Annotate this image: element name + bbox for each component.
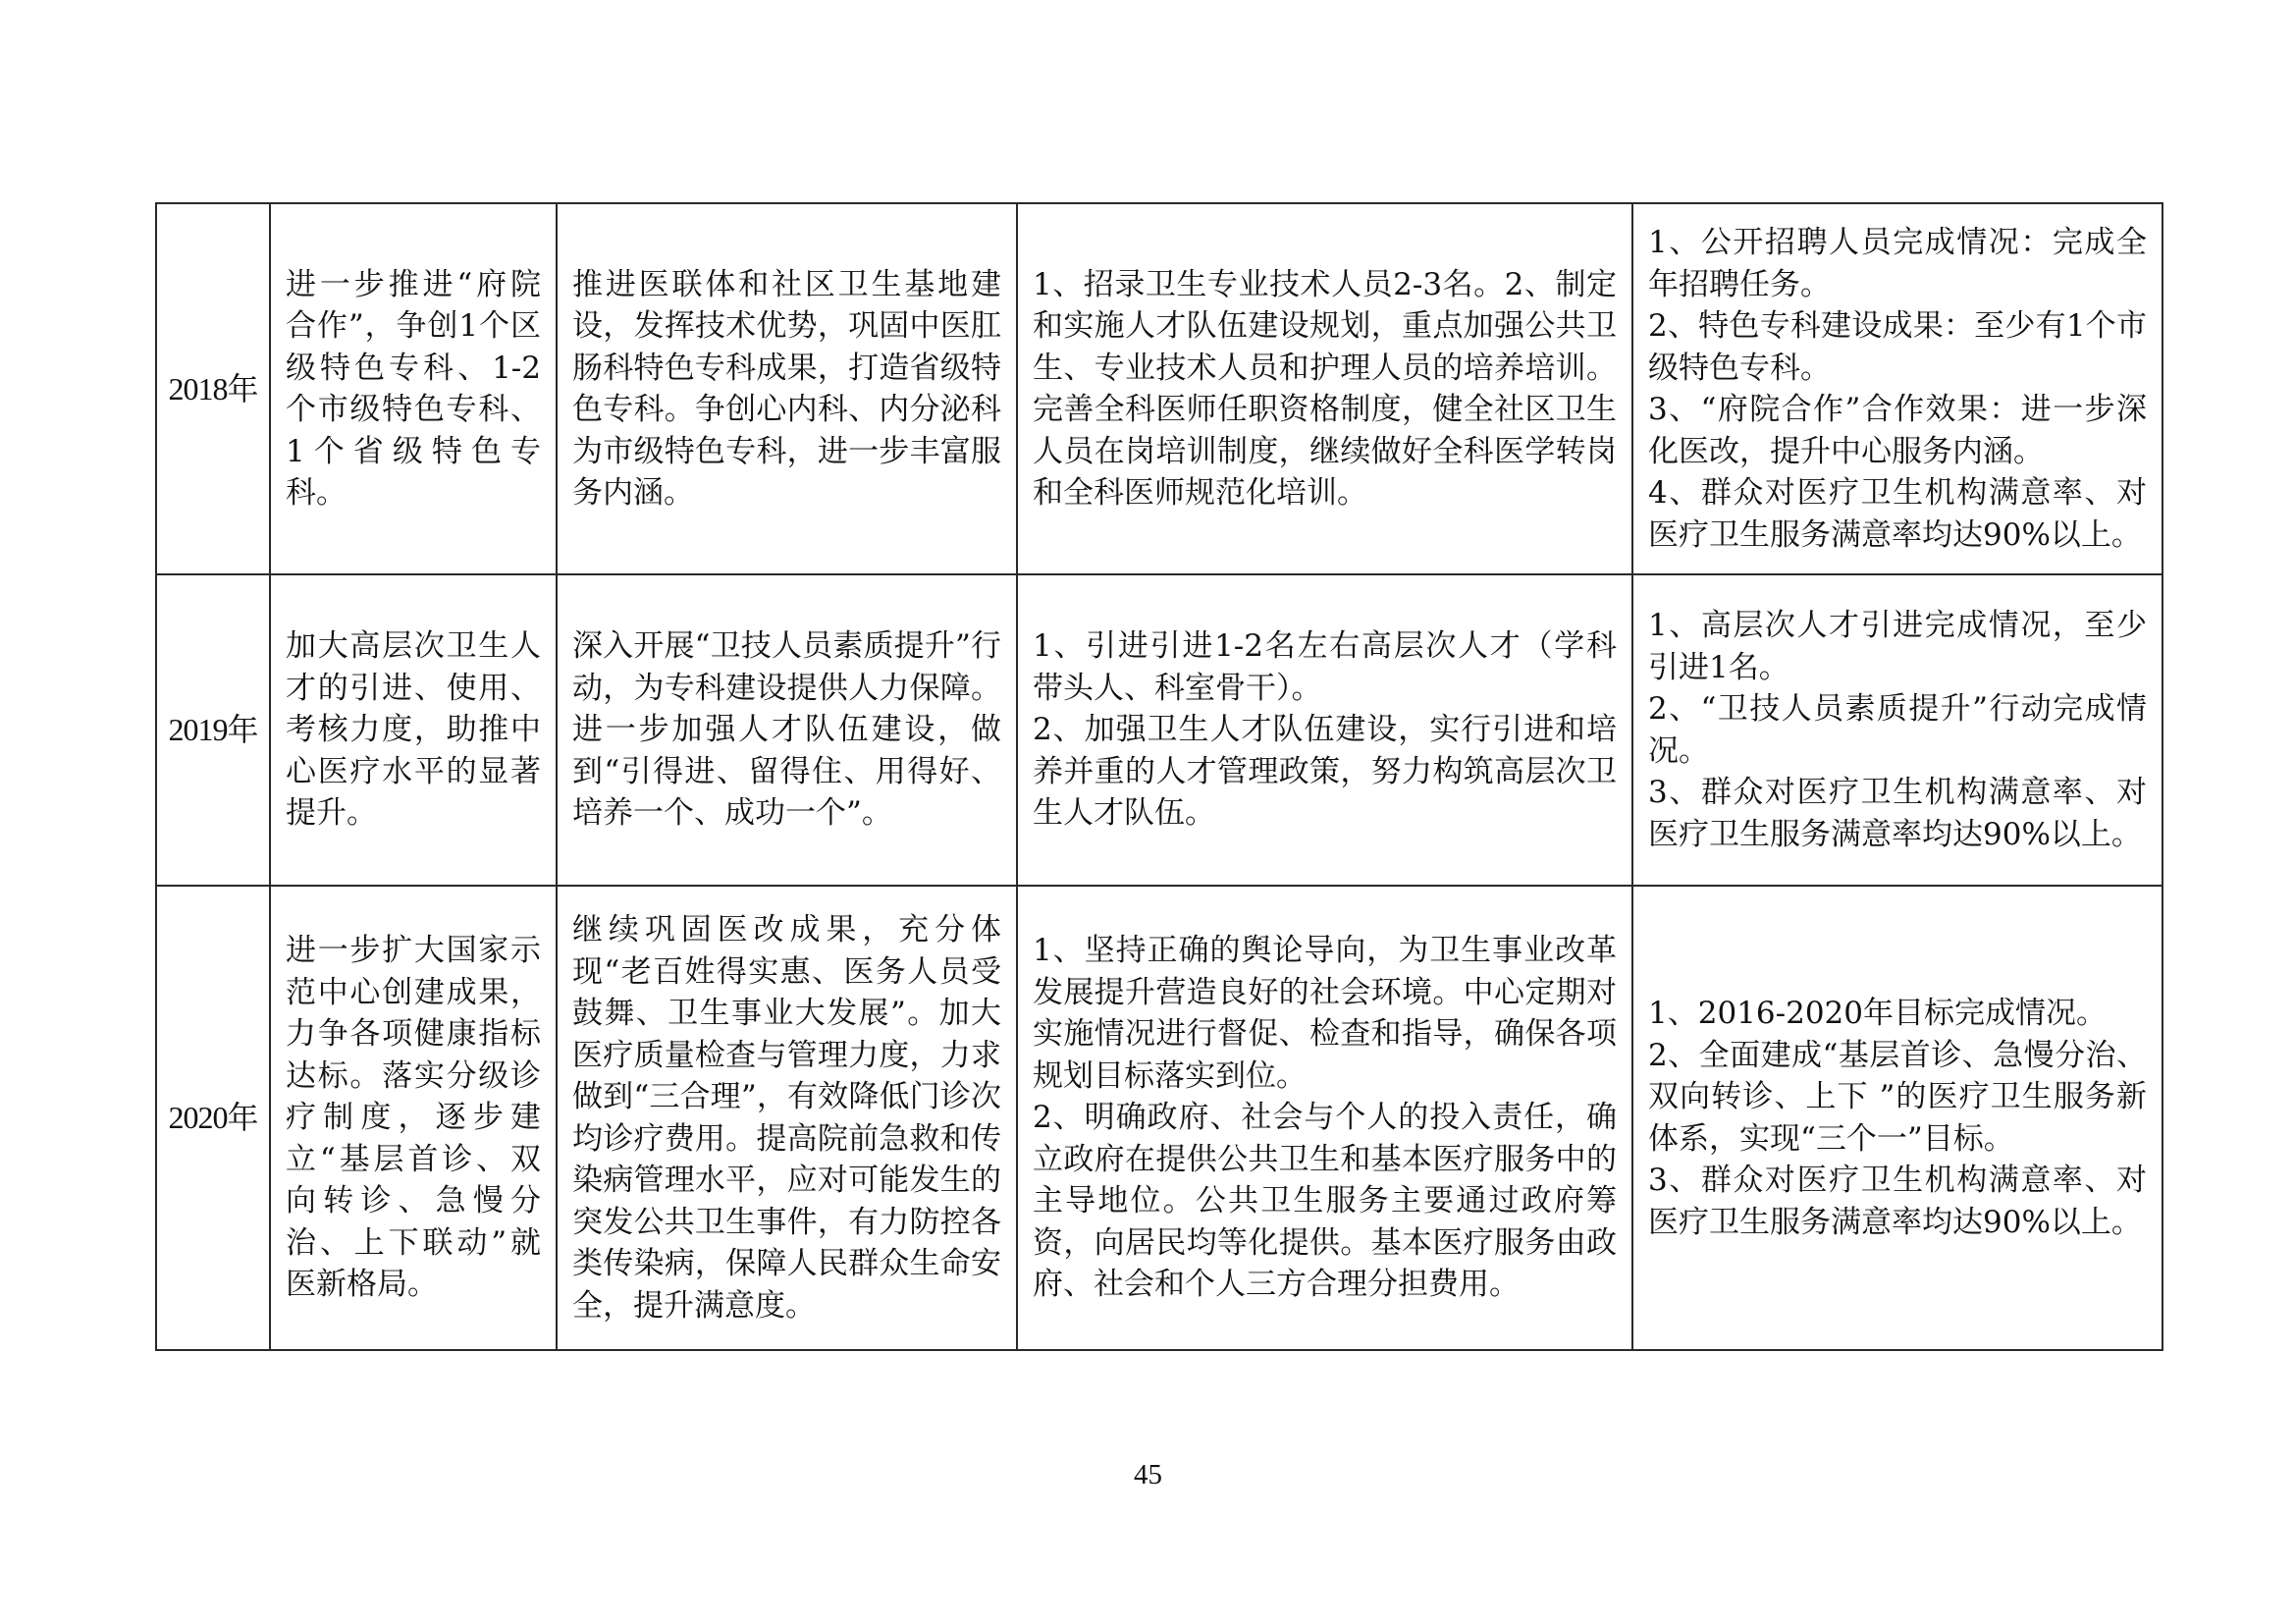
tasks-cell: [1017, 203, 1632, 574]
task-item: 1、引进引进1-2名左右高层次人才（学科带头人、科室骨干）。: [1033, 628, 1617, 706]
task-item: 2、明确政府、社会与个人的投入责任，确立政府在提供公共卫生和基本医疗服务中的主导地位。公共卫生服务主要通过政府筹资，向居民均等化提供。基本医疗服务由政府、社会和个人三方合理分担费用。: [1033, 1100, 1617, 1303]
indicator-item: 4、群众对医疗卫生机构满意率、对医疗卫生服务满意率均达90%以上。: [1648, 475, 2147, 553]
indicator-item: 2、“卫技人员素质提升”行动完成情况。: [1648, 691, 2147, 769]
indicators-cell: [1632, 203, 2163, 574]
measures-cell: 推进医联体和社区卫生基地建设，发挥技术优势，巩固中医肛肠科特色专科成果，打造省级特色专科。争创心内科、内分泌科为市级特色专科，进一步丰富服务内涵。: [557, 203, 1017, 574]
indicator-item: 3、群众对医疗卫生机构满意率、对医疗卫生服务满意率均达90%以上。: [1648, 1163, 2147, 1240]
goal-cell: 进一步扩大国家示范中心创建成果，力争各项健康指标达标。落实分级诊疗制度，逐步建立“基层首诊、双向转诊、急慢分治、上下联动”就医新格局。: [270, 886, 557, 1350]
table-row: [156, 203, 2163, 574]
goal-cell: 加大高层次卫生人才的引进、使用、考核力度，助推中心医疗水平的显著提升。: [270, 574, 557, 886]
indicator-item: 3、群众对医疗卫生机构满意率、对医疗卫生服务满意率均达90%以上。: [1648, 775, 2147, 852]
indicator-item: 1、2016-2020年目标完成情况。: [1648, 996, 2107, 1031]
indicators-cell: [1632, 574, 2163, 886]
indicator-item: 2、特色专科建设成果：至少有1个市级特色专科。: [1648, 308, 2147, 386]
year-cell: 2020年: [156, 886, 270, 1350]
goal-cell: 进一步推进“府院合作”，争创1个区级特色专科、1-2个市级特色专科、1个省级特色专科。: [270, 203, 557, 574]
year-cell: 2019年: [156, 574, 270, 886]
indicators-cell: [1632, 886, 2163, 1350]
task-item: 2、加强卫生人才队伍建设，实行引进和培养并重的人才管理政策，努力构筑高层次卫生人才队伍。: [1033, 712, 1617, 832]
measures-cell: 深入开展“卫技人员素质提升”行动，为专科建设提供人力保障。进一步加强人才队伍建设，做到“引得进、留得住、用得好、培养一个、成功一个”。: [557, 574, 1017, 886]
indicator-item: 3、“府院合作”合作效果：进一步深化医改，提升中心服务内涵。: [1648, 392, 2147, 469]
page-number: 45: [1134, 1459, 1162, 1490]
indicator-item: 1、公开招聘人员完成情况：完成全年招聘任务。: [1648, 225, 2147, 302]
indicator-item: 2、全面建成“基层首诊、急慢分治、双向转诊、上下 ”的医疗卫生服务新体系，实现“三个一”目标。: [1648, 1037, 2147, 1157]
task-item: 1、坚持正确的舆论导向，为卫生事业改革发展提升营造良好的社会环境。中心定期对实施情况进行督促、检查和指导，确保各项规划目标落实到位。: [1033, 933, 1617, 1094]
measures-cell: 继续巩固医改成果，充分体现“老百姓得实惠、医务人员受鼓舞、卫生事业大发展”。加大医疗质量检查与管理力度，力求做到“三合理”，有效降低门诊次均诊疗费用。提高院前急救和传染病管理水平，应对可能发生的突发公共卫生事件，有力防控各类传染病，保障人民群众生命安全，提升满意度。: [557, 886, 1017, 1350]
indicator-item: 1、高层次人才引进完成情况，至少引进1名。: [1648, 608, 2147, 685]
task-item: 1、招录卫生专业技术人员2-3名。2、制定和实施人才队伍建设规划，重点加强公共卫生、专业技术人员和护理人员的培养培训。完善全科医师任职资格制度，健全社区卫生人员在岗培训制度，继续做好全科医学转岗和全科医师规范化培训。: [1033, 266, 1617, 511]
tasks-cell: [1017, 574, 1632, 886]
table-row: [156, 886, 2163, 1350]
tasks-cell: [1017, 886, 1632, 1350]
table-row: [156, 574, 2163, 886]
plan-table: [155, 202, 2163, 1351]
year-cell: 2018年: [156, 203, 270, 574]
